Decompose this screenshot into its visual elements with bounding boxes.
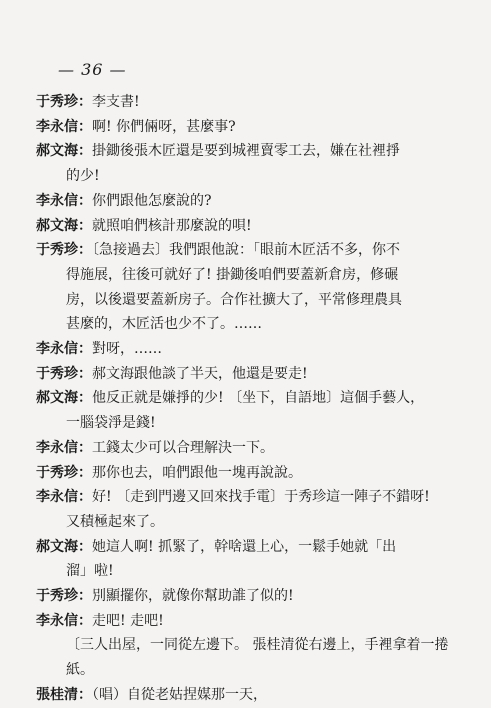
line-text: 對呀，…… — [92, 341, 162, 358]
speaker-name: 李永信： — [36, 489, 92, 506]
line-text: 就照咱們核計那麼說的唄! — [92, 217, 252, 234]
dialogue-continuation — [36, 559, 476, 584]
speaker-name: 于秀珍： — [36, 464, 92, 481]
dialogue-continuation — [36, 164, 476, 189]
line-text: 你們跟他怎麼說的? — [92, 192, 212, 209]
line-text: 一腦袋淨是錢! — [66, 415, 156, 432]
dialogue-line — [36, 609, 476, 634]
dialogue-continuation — [36, 510, 476, 535]
speaker-name: 郝文海： — [36, 538, 92, 555]
line-text: 好! 〔走到門邊又回來找手電〕于秀珍這一陣子不錯呀! — [92, 489, 430, 506]
line-text: 工錢太少可以合理解決一下。 — [92, 439, 274, 456]
dialogue-line — [36, 436, 476, 461]
line-text: 她這人啊! 抓緊了，幹啥還上心，一鬆手她就「出 — [92, 538, 397, 555]
page-number: — 36 — — [58, 60, 127, 79]
speaker-name: 李永信： — [36, 612, 92, 629]
speaker-name: 于秀珍： — [36, 94, 92, 110]
speaker-name: 郝文海： — [36, 143, 92, 160]
dialogue-line — [36, 362, 476, 387]
speaker-name: 于秀珍： — [36, 242, 92, 259]
line-text: 啊! 你們倆呀，甚麼事? — [92, 118, 236, 135]
speaker-name: 李永信： — [36, 118, 92, 135]
line-text: 紙。 — [66, 662, 94, 679]
line-text: 他反正就是嫌掙的少! 〔坐下，自語地〕這個手藝人， — [92, 390, 425, 407]
speaker-name: 李永信： — [36, 439, 92, 456]
line-text: 〔急接過去〕我們跟他說：「眼前木匠活不多，你不 — [92, 242, 400, 259]
line-text: 得施展，往後可就好了! 掛鋤後咱們要蓋新倉房，修碾 — [66, 266, 399, 283]
dialogue-continuation — [36, 411, 476, 436]
speaker-name: 李永信： — [36, 192, 92, 209]
speaker-name: 張桂清： — [36, 686, 92, 703]
line-text: 那你也去，咱們跟他一塊再說說。 — [92, 464, 302, 481]
dialogue-line — [36, 535, 476, 560]
line-text: 掛鋤後張木匠還是要到城裡賣零工去，嫌在社裡掙 — [92, 143, 400, 160]
speaker-name: 于秀珍： — [36, 588, 92, 605]
dialogue-line — [36, 214, 476, 239]
dialogue-line — [36, 90, 476, 115]
dialogue-line — [36, 683, 476, 708]
dialogue-line — [36, 115, 476, 140]
dialogue-line — [36, 238, 476, 263]
dialogue-continuation — [36, 288, 476, 313]
dialogue-line — [36, 139, 476, 164]
dialogue-continuation — [36, 312, 476, 337]
dialogue-line — [36, 584, 476, 609]
dialogue-body — [36, 90, 476, 708]
stage-direction — [36, 658, 476, 683]
dialogue-line — [36, 189, 476, 214]
line-text: 的少! — [66, 168, 100, 185]
line-text: （唱）自從老姑捏媒那一天， — [92, 686, 267, 703]
line-text: 〔三人出屋，一同從左邊下。 張桂清從右邊上，手裡拿着一捲 — [66, 637, 449, 654]
line-text: 甚麼的，木匠活也少不了。…… — [66, 316, 262, 333]
speaker-name: 李永信： — [36, 341, 92, 358]
line-text: 郝文海跟他談了半天，他還是要走! — [92, 365, 308, 382]
dialogue-continuation — [36, 263, 476, 288]
speaker-name: 郝文海： — [36, 390, 92, 407]
line-text: 房，以後還要蓋新房子。合作社擴大了，平常修理農具 — [66, 291, 402, 308]
line-text: 又積極起來了。 — [66, 513, 164, 530]
speaker-name: 郝文海： — [36, 217, 92, 234]
speaker-name: 于秀珍： — [36, 365, 92, 382]
dialogue-line — [36, 386, 476, 411]
dialogue-line — [36, 485, 476, 510]
stage-direction — [36, 633, 476, 658]
line-text: 溜」啦! — [66, 563, 114, 580]
line-text: 別顯擺你，就像你幫助誰了似的! — [92, 588, 294, 605]
line-text: 李支書! — [92, 94, 140, 110]
line-text: 走吧! 走吧! — [92, 612, 164, 629]
dialogue-line — [36, 461, 476, 486]
dialogue-line — [36, 337, 476, 362]
